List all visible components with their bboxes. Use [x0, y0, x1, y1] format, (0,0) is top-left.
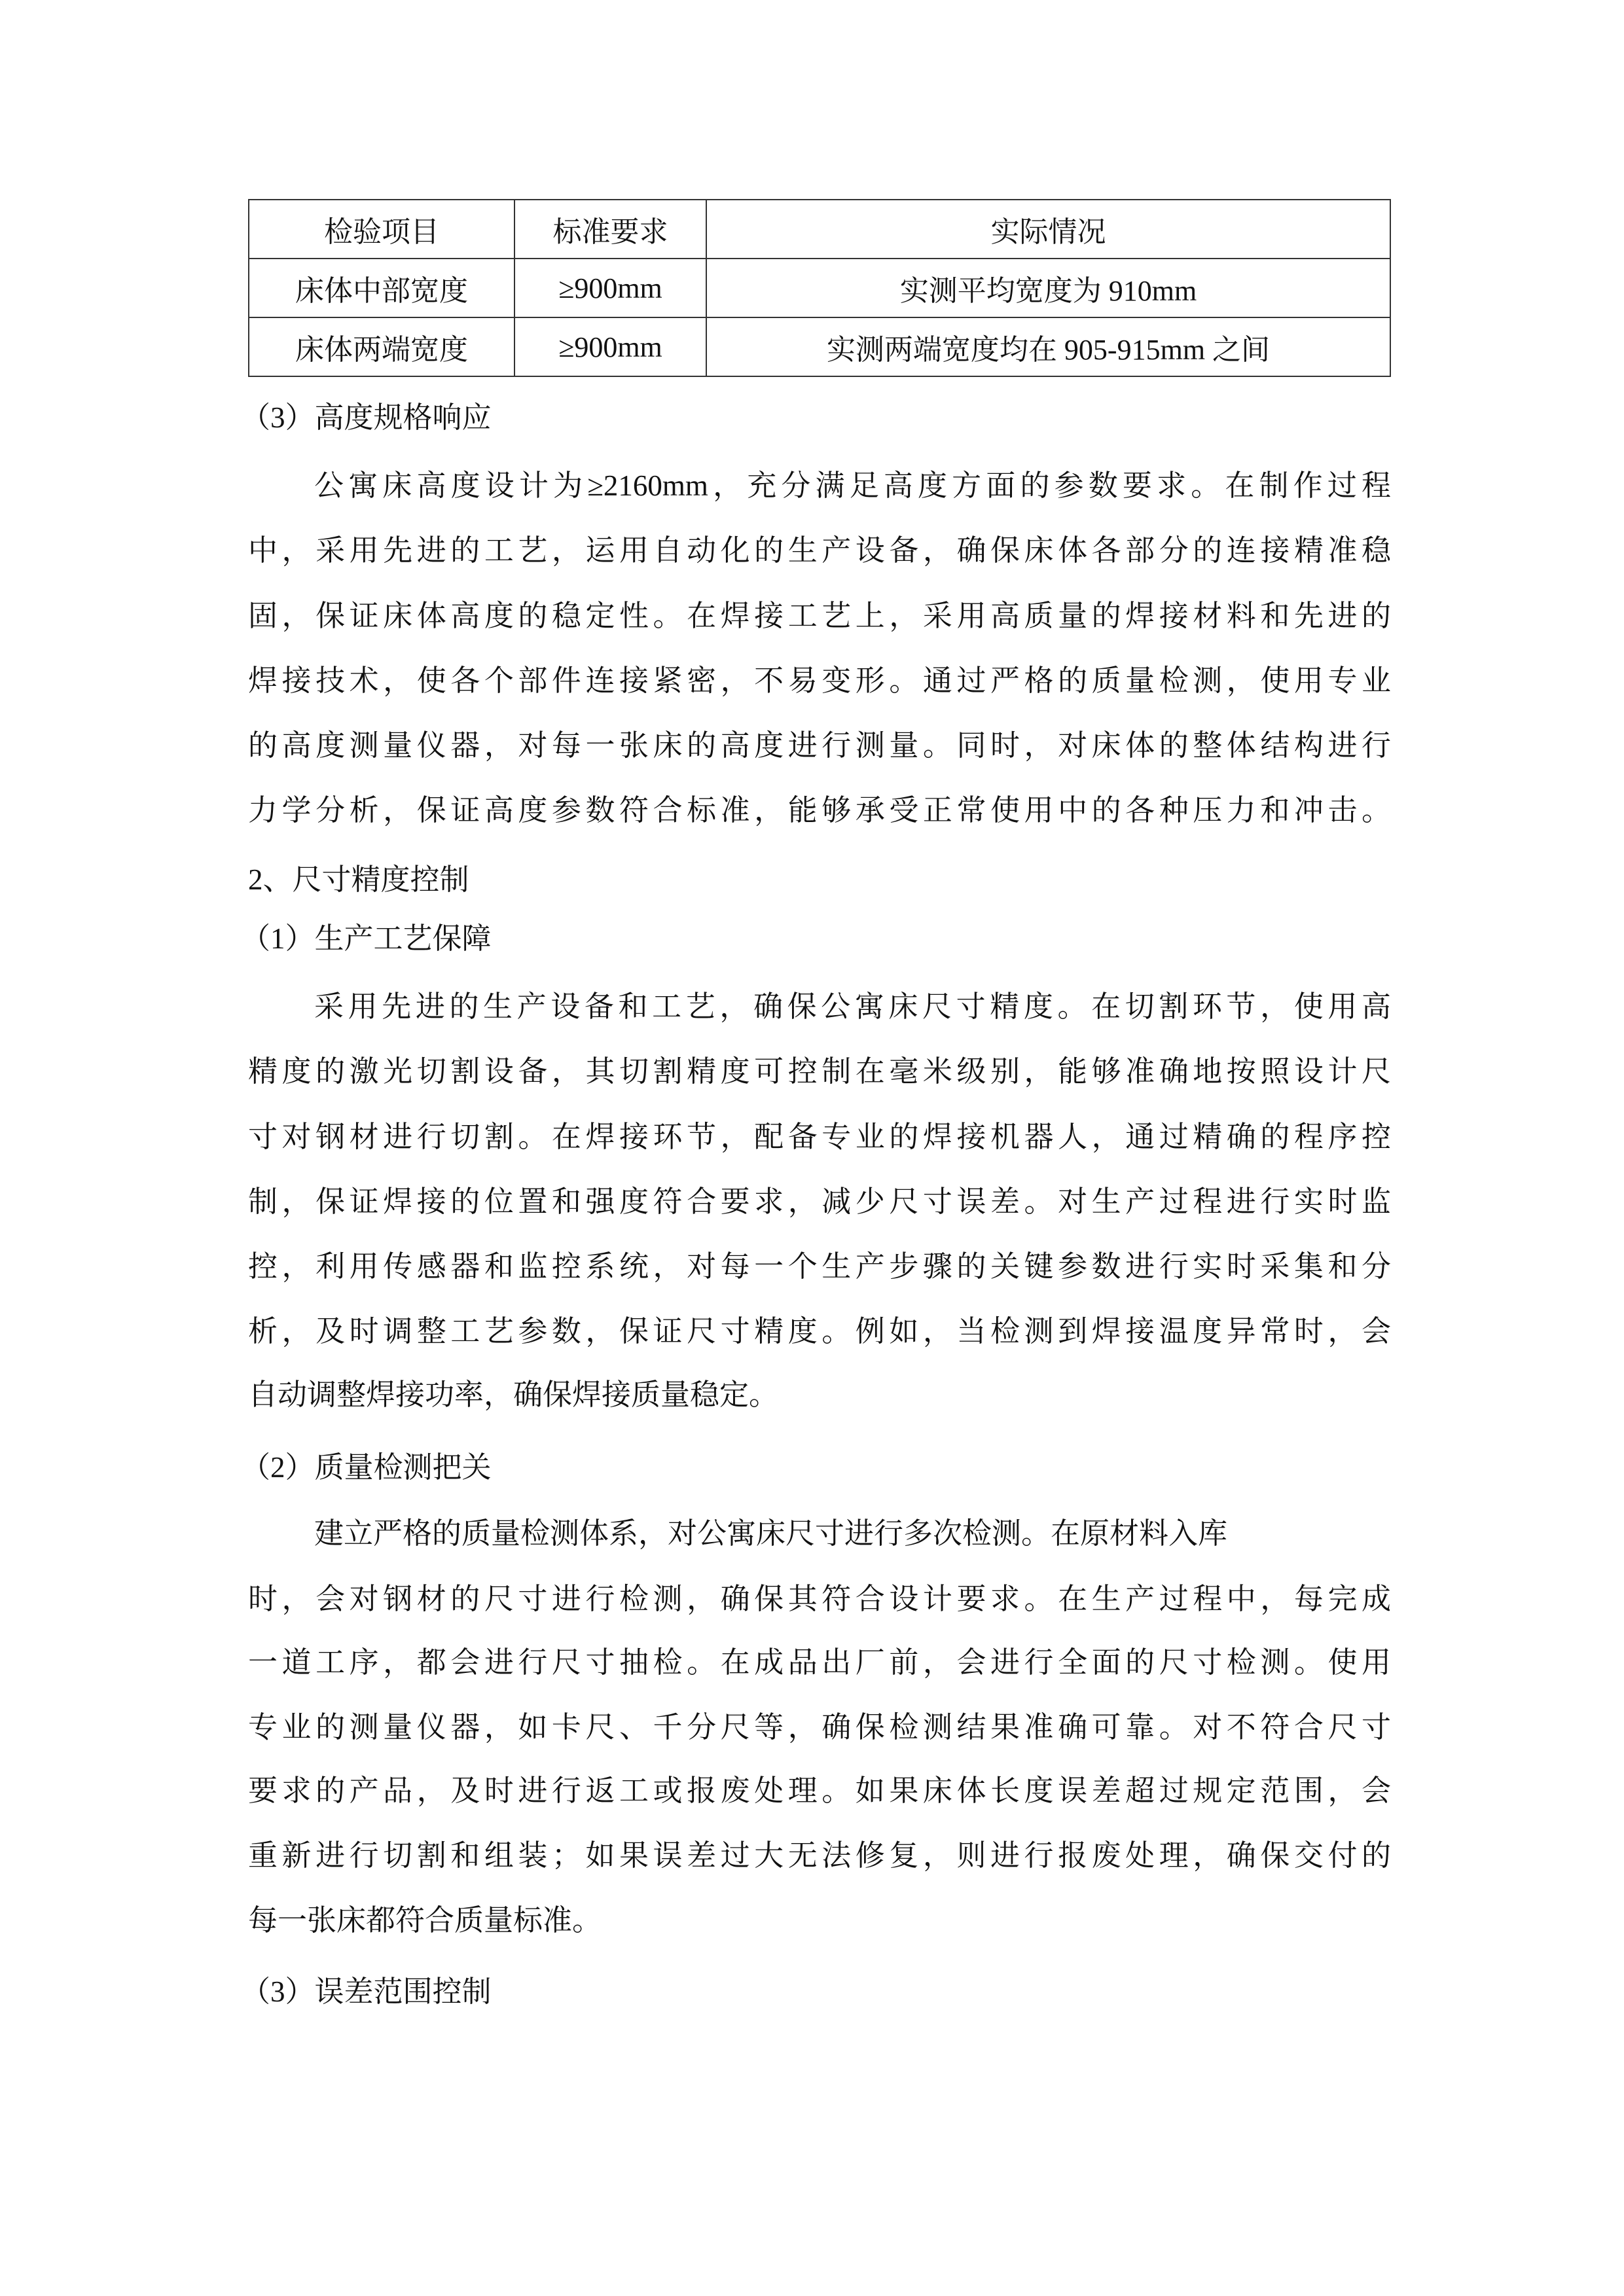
table-row	[249, 317, 1390, 376]
paragraph-line: 自动调整焊接功率，确保焊接质量稳定。	[248, 1378, 779, 1411]
table-header: 检验项目	[249, 200, 514, 259]
section-heading: 2、尺寸精度控制	[248, 863, 469, 896]
table-cell: 实测两端宽度均在 905-915mm 之间	[706, 317, 1390, 376]
table-header: 标准要求	[514, 200, 706, 259]
section-heading: （3）误差范围控制	[241, 1975, 492, 2008]
paragraph-line: 力学分析，保证高度参数符合标准，能够承受正常使用中的各种压力和冲击。	[248, 794, 1391, 827]
paragraph-line: 固，保证床体高度的稳定性。在焊接工艺上，采用高质量的焊接材料和先进的	[248, 600, 1391, 632]
paragraph-line: 要求的产品，及时进行返工或报废处理。如果床体长度误差超过规定范围，会	[248, 1774, 1391, 1807]
paragraph-line: 的高度测量仪器，对每一张床的高度进行测量。同时，对床体的整体结构进行	[248, 729, 1391, 762]
section-heading: （1）生产工艺保障	[241, 922, 492, 955]
paragraph-line: 公寓床高度设计为≥2160mm，充分满足高度方面的参数要求。在制作过程	[314, 469, 1391, 502]
paragraph-line: 时，会对钢材的尺寸进行检测，确保其符合设计要求。在生产过程中，每完成	[248, 1583, 1391, 1615]
table-cell: 床体中部宽度	[249, 259, 514, 317]
table-row	[249, 259, 1390, 317]
table-header-row	[249, 200, 1390, 259]
paragraph-line: 中，采用先进的工艺，运用自动化的生产设备，确保床体各部分的连接精准稳	[248, 534, 1391, 567]
section-heading: （3）高度规格响应	[241, 401, 492, 434]
table-cell: ≥900mm	[514, 259, 706, 317]
paragraph-line: 焊接技术，使各个部件连接紧密，不易变形。通过严格的质量检测，使用专业	[248, 664, 1391, 697]
table-cell: 实测平均宽度为 910mm	[706, 259, 1390, 317]
paragraph-line: 重新进行切割和组装；如果误差过大无法修复，则进行报废处理，确保交付的	[248, 1839, 1391, 1872]
paragraph-line: 析，及时调整工艺参数，保证尺寸精度。例如，当检测到焊接温度异常时，会	[248, 1315, 1391, 1348]
paragraph-line: 一道工序，都会进行尺寸抽检。在成品出厂前，会进行全面的尺寸检测。使用	[248, 1646, 1391, 1679]
table-cell: ≥900mm	[514, 317, 706, 376]
paragraph-line: 每一张床都符合质量标准。	[248, 1904, 602, 1937]
paragraph-line: 专业的测量仪器，如卡尺、千分尺等，确保检测结果准确可靠。对不符合尺寸	[248, 1711, 1391, 1744]
table-cell: 床体两端宽度	[249, 317, 514, 376]
paragraph-line: 采用先进的生产设备和工艺，确保公寓床尺寸精度。在切割环节，使用高	[314, 990, 1391, 1023]
section-heading: （2）质量检测把关	[241, 1451, 492, 1484]
paragraph-line: 制，保证焊接的位置和强度符合要求，减少尺寸误差。对生产过程进行实时监	[248, 1185, 1391, 1218]
table-header: 实际情况	[706, 200, 1390, 259]
paragraph-line: 建立严格的质量检测体系，对公寓床尺寸进行多次检测。在原材料入库	[314, 1517, 1228, 1550]
paragraph-line: 控，利用传感器和监控系统，对每一个生产步骤的关键参数进行实时采集和分	[248, 1250, 1391, 1283]
paragraph-line: 寸对钢材进行切割。在焊接环节，配备专业的焊接机器人，通过精确的程序控	[248, 1121, 1391, 1153]
inspection-table	[248, 199, 1391, 377]
paragraph-line: 精度的激光切割设备，其切割精度可控制在毫米级别，能够准确地按照设计尺	[248, 1055, 1391, 1088]
